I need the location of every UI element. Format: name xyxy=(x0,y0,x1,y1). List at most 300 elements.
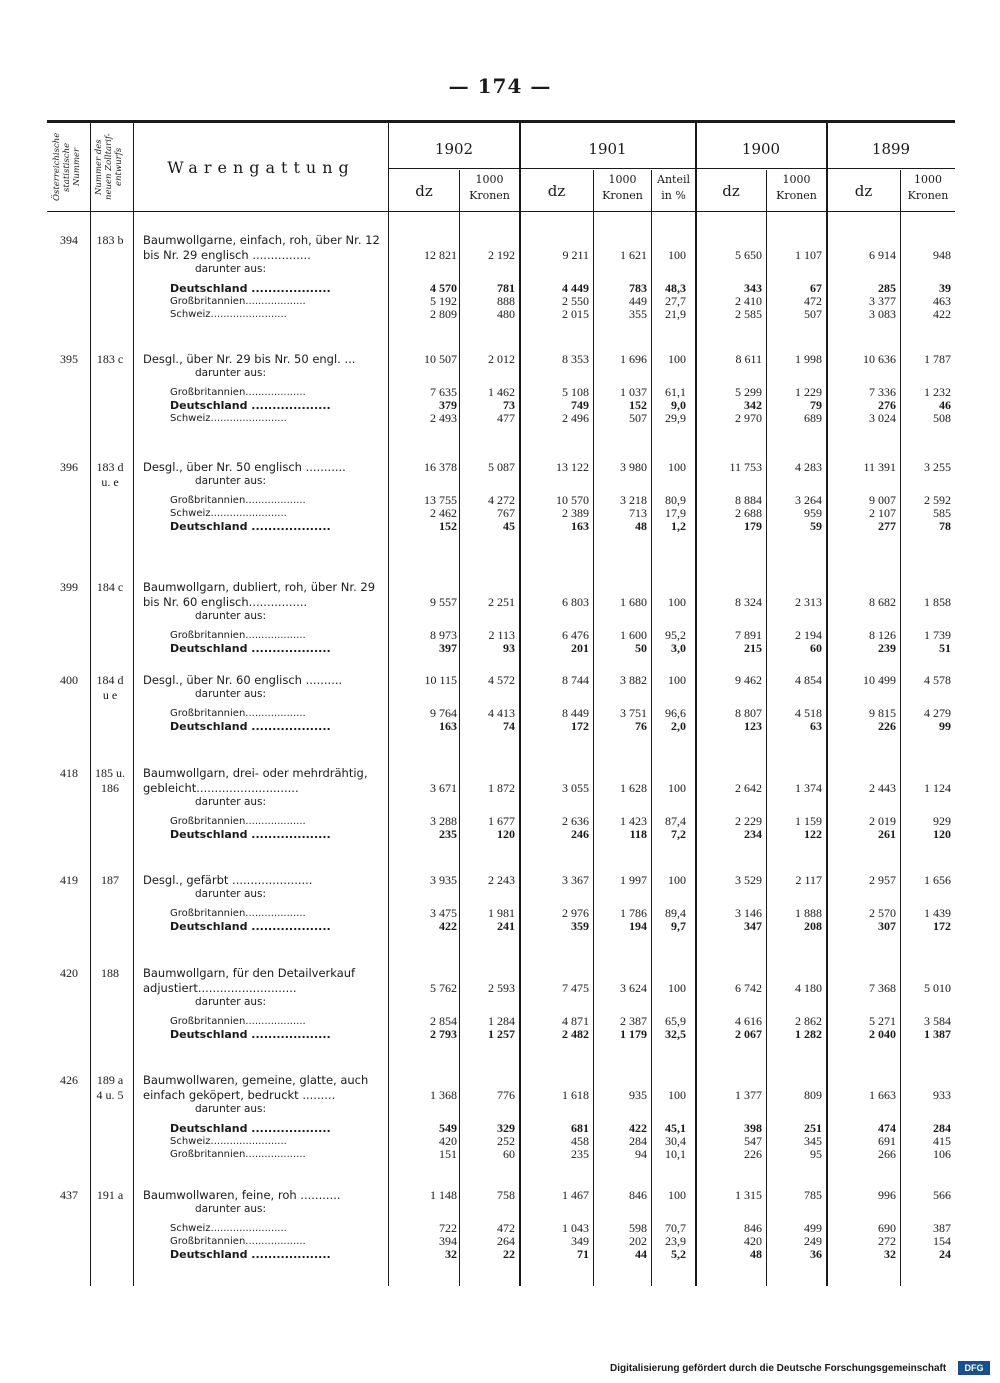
country-value: 2 107 xyxy=(869,506,896,520)
country-value: 499 xyxy=(804,1221,822,1235)
country-value: 264 xyxy=(497,1234,515,1248)
country-value: 94 xyxy=(635,1147,647,1161)
country-name: Schweiz........................ xyxy=(170,1136,287,1147)
total-value: 100 xyxy=(668,352,686,366)
stat-number: 420 xyxy=(60,966,78,980)
country-value: 252 xyxy=(497,1134,515,1148)
country-value: 179 xyxy=(744,519,762,533)
country-value: 3 024 xyxy=(869,411,896,425)
country-value: 32 xyxy=(445,1247,457,1261)
country-value: 163 xyxy=(571,519,589,533)
country-value: 2 862 xyxy=(795,1014,822,1028)
country-value: 422 xyxy=(933,307,951,321)
country-value: 458 xyxy=(571,1134,589,1148)
tariff-number: u e xyxy=(102,688,118,702)
goods-description: Desgl., über Nr. 29 bis Nr. 50 engl. ... xyxy=(143,352,356,366)
country-value: 420 xyxy=(439,1134,457,1148)
country-value: 226 xyxy=(878,719,896,733)
country-value: 2 015 xyxy=(562,307,589,321)
country-value: 1 282 xyxy=(795,1027,822,1041)
country-value: 7 336 xyxy=(869,385,896,399)
country-value: 1 179 xyxy=(620,1027,647,1041)
country-value: 39 xyxy=(939,281,951,295)
country-value: 2 793 xyxy=(430,1027,457,1041)
col-rule xyxy=(133,121,134,1286)
country-value: 2 113 xyxy=(488,628,515,642)
total-value: 5 010 xyxy=(924,981,951,995)
country-value: 71 xyxy=(577,1247,589,1261)
country-value: 122 xyxy=(804,827,822,841)
stat-number: 419 xyxy=(60,873,78,887)
country-value: 345 xyxy=(804,1134,822,1148)
total-value: 6 914 xyxy=(869,248,896,262)
footer-credit: Digitalisierung gefördert durch die Deutsche Forschungsgemeinschaft xyxy=(610,1363,947,1374)
country-value: 691 xyxy=(878,1134,896,1148)
total-value: 1 663 xyxy=(869,1088,896,1102)
country-value: 3 584 xyxy=(924,1014,951,1028)
country-value: 106 xyxy=(933,1147,951,1161)
country-value: 8 126 xyxy=(869,628,896,642)
tariff-number: 185 u. xyxy=(95,766,125,780)
total-value: 3 980 xyxy=(620,460,647,474)
country-value: 3 751 xyxy=(620,706,647,720)
goods-description: einfach geköpert, bedruckt ......... xyxy=(143,1088,336,1102)
header-dz: dz xyxy=(415,182,433,200)
header-dz: dz xyxy=(722,182,740,200)
total-value: 100 xyxy=(668,595,686,609)
country-value: 95,2 xyxy=(665,628,686,642)
header-dz: dz xyxy=(854,182,873,200)
sub-heading: darunter aus: xyxy=(195,1203,267,1215)
total-value: 1 997 xyxy=(620,873,647,887)
stat-number: 426 xyxy=(60,1073,78,1087)
total-value: 1 377 xyxy=(735,1088,762,1102)
total-value: 1 621 xyxy=(620,248,647,262)
total-value: 3 624 xyxy=(620,981,647,995)
country-value: 2 493 xyxy=(430,411,457,425)
country-value: 3 377 xyxy=(869,294,896,308)
total-value: 6 803 xyxy=(562,595,589,609)
country-value: 118 xyxy=(629,827,647,841)
total-value: 3 055 xyxy=(562,781,589,795)
country-value: 1 229 xyxy=(795,385,822,399)
country-value: 7 891 xyxy=(735,628,762,642)
country-value: 1,2 xyxy=(671,519,686,533)
country-value: 349 xyxy=(571,1234,589,1248)
country-value: 78 xyxy=(939,519,951,533)
header-tariff-number: Nummer des neuen Zolltarif-entwurfs xyxy=(94,133,124,201)
country-value: 342 xyxy=(744,398,762,412)
country-value: 1 677 xyxy=(488,814,515,828)
total-value: 2 251 xyxy=(488,595,515,609)
header-kronen: 1000 Kronen xyxy=(602,173,643,202)
country-name: Deutschland ................... xyxy=(170,920,331,933)
country-value: 507 xyxy=(629,411,647,425)
country-value: 10 570 xyxy=(556,493,589,507)
total-value: 8 611 xyxy=(735,352,762,366)
tariff-number: 186 xyxy=(101,781,119,795)
country-value: 2 585 xyxy=(735,307,762,321)
goods-description: Desgl., über Nr. 60 englisch .......... xyxy=(143,673,343,687)
sub-heading: darunter aus: xyxy=(195,367,267,379)
header-kronen: 1000 Kronen xyxy=(776,173,817,202)
table-header-rule xyxy=(47,211,955,212)
country-name: Deutschland ................... xyxy=(170,520,331,533)
year-subrule xyxy=(389,168,955,169)
country-value: 96,6 xyxy=(665,706,686,720)
goods-description: Baumwollgarn, dubliert, roh, über Nr. 29 xyxy=(143,580,376,594)
country-value: 783 xyxy=(629,281,647,295)
total-value: 5 087 xyxy=(488,460,515,474)
col-rule xyxy=(90,121,91,1286)
country-name: Großbritannien................... xyxy=(170,908,306,919)
total-value: 2 593 xyxy=(488,981,515,995)
country-value: 9 007 xyxy=(869,493,896,507)
country-value: 1 739 xyxy=(924,628,951,642)
total-value: 100 xyxy=(668,1088,686,1102)
country-value: 3,0 xyxy=(671,641,686,655)
country-value: 1 257 xyxy=(488,1027,515,1041)
country-value: 549 xyxy=(439,1121,457,1135)
total-value: 6 742 xyxy=(735,981,762,995)
stat-number: 394 xyxy=(60,233,78,247)
header-kronen: 1000 Kronen xyxy=(907,173,949,202)
country-value: 8 449 xyxy=(562,706,589,720)
country-value: 277 xyxy=(878,519,896,533)
country-value: 2 636 xyxy=(562,814,589,828)
total-value: 10 115 xyxy=(424,673,457,687)
total-value: 9 211 xyxy=(562,248,589,262)
total-value: 1 124 xyxy=(924,781,951,795)
page-number: — 174 — xyxy=(448,74,552,98)
stat-number: 418 xyxy=(60,766,78,780)
total-value: 1 872 xyxy=(488,781,515,795)
country-value: 201 xyxy=(571,641,589,655)
tariff-number: 183 d xyxy=(96,460,124,474)
country-value: 4 449 xyxy=(562,281,589,295)
total-value: 4 180 xyxy=(795,981,822,995)
country-name: Großbritannien................... xyxy=(170,816,306,827)
stat-number: 437 xyxy=(60,1188,78,1202)
country-value: 343 xyxy=(744,281,762,295)
country-value: 9 764 xyxy=(430,706,457,720)
country-value: 2 462 xyxy=(430,506,457,520)
country-value: 95 xyxy=(810,1147,822,1161)
total-value: 3 367 xyxy=(562,873,589,887)
total-value: 4 283 xyxy=(795,460,822,474)
country-name: Deutschland ................... xyxy=(170,1122,331,1135)
country-value: 239 xyxy=(878,641,896,655)
country-value: 2 976 xyxy=(562,906,589,920)
total-value: 935 xyxy=(629,1088,647,1102)
country-name: Deutschland ................... xyxy=(170,1248,331,1261)
country-value: 5 108 xyxy=(562,385,589,399)
total-value: 100 xyxy=(668,248,686,262)
country-value: 2 550 xyxy=(562,294,589,308)
country-value: 2 410 xyxy=(735,294,762,308)
country-value: 120 xyxy=(933,827,951,841)
total-value: 3 671 xyxy=(430,781,457,795)
country-value: 4 279 xyxy=(924,706,951,720)
country-value: 235 xyxy=(439,827,457,841)
tariff-number: 191 a xyxy=(96,1188,124,1202)
country-value: 1 387 xyxy=(924,1027,951,1041)
country-value: 929 xyxy=(933,814,951,828)
country-value: 355 xyxy=(629,307,647,321)
total-value: 12 821 xyxy=(424,248,457,262)
country-value: 3 264 xyxy=(795,493,822,507)
country-value: 10,1 xyxy=(665,1147,686,1161)
country-name: Großbritannien................... xyxy=(170,1149,306,1160)
stat-number: 396 xyxy=(60,460,78,474)
total-value: 809 xyxy=(804,1088,822,1102)
country-value: 477 xyxy=(497,411,515,425)
total-value: 9 462 xyxy=(735,673,762,687)
goods-description: bis Nr. 29 englisch ................ xyxy=(143,248,311,262)
country-value: 251 xyxy=(804,1121,822,1135)
total-value: 1 148 xyxy=(430,1188,457,1202)
total-value: 100 xyxy=(668,673,686,687)
total-value: 1 858 xyxy=(924,595,951,609)
tariff-number: 183 b xyxy=(96,233,124,247)
total-value: 776 xyxy=(497,1088,515,1102)
country-value: 713 xyxy=(629,506,647,520)
country-value: 1 284 xyxy=(488,1014,515,1028)
country-value: 9,7 xyxy=(671,919,686,933)
total-value: 1 374 xyxy=(795,781,822,795)
sub-heading: darunter aus: xyxy=(195,263,267,275)
country-value: 70,7 xyxy=(665,1221,686,1235)
country-value: 60 xyxy=(503,1147,515,1161)
country-value: 36 xyxy=(810,1247,822,1261)
country-value: 7,2 xyxy=(671,827,686,841)
country-value: 959 xyxy=(804,506,822,520)
stat-number: 395 xyxy=(60,352,78,366)
country-value: 21,9 xyxy=(665,307,686,321)
sub-heading: darunter aus: xyxy=(195,996,267,1008)
country-value: 415 xyxy=(933,1134,951,1148)
country-value: 359 xyxy=(571,919,589,933)
country-value: 5 299 xyxy=(735,385,762,399)
country-value: 888 xyxy=(497,294,515,308)
country-value: 422 xyxy=(629,1121,647,1135)
tariff-number: 184 d xyxy=(96,673,124,687)
country-value: 60 xyxy=(810,641,822,655)
total-value: 100 xyxy=(668,460,686,474)
tariff-number: 187 xyxy=(101,873,119,887)
country-name: Großbritannien................... xyxy=(170,630,306,641)
total-value: 758 xyxy=(497,1188,515,1202)
total-value: 3 255 xyxy=(924,460,951,474)
country-value: 463 xyxy=(933,294,951,308)
country-value: 89,4 xyxy=(665,906,686,920)
sub-heading: darunter aus: xyxy=(195,888,267,900)
country-value: 50 xyxy=(635,641,647,655)
country-value: 17,9 xyxy=(665,506,686,520)
country-value: 2 387 xyxy=(620,1014,647,1028)
country-value: 398 xyxy=(744,1121,762,1135)
total-value: 1 618 xyxy=(562,1088,589,1102)
total-value: 11 753 xyxy=(729,460,762,474)
country-name: Großbritannien................... xyxy=(170,495,306,506)
country-value: 4 616 xyxy=(735,1014,762,1028)
country-value: 151 xyxy=(439,1147,457,1161)
country-value: 5,2 xyxy=(671,1247,686,1261)
header-dz: dz xyxy=(547,182,566,200)
goods-description: Baumwollgarne, einfach, roh, über Nr. 12 xyxy=(143,233,380,247)
total-value: 996 xyxy=(878,1188,896,1202)
country-value: 284 xyxy=(629,1134,647,1148)
country-name: Großbritannien................... xyxy=(170,387,306,398)
country-value: 154 xyxy=(933,1234,951,1248)
country-value: 846 xyxy=(744,1221,762,1235)
country-value: 24 xyxy=(939,1247,951,1261)
country-value: 480 xyxy=(497,307,515,321)
country-value: 29,9 xyxy=(665,411,686,425)
country-name: Deutschland ................... xyxy=(170,399,331,412)
country-value: 13 755 xyxy=(424,493,457,507)
country-value: 2 854 xyxy=(430,1014,457,1028)
country-value: 585 xyxy=(933,506,951,520)
country-value: 420 xyxy=(744,1234,762,1248)
country-value: 2 592 xyxy=(924,493,951,507)
total-value: 5 762 xyxy=(430,981,457,995)
country-value: 93 xyxy=(503,641,515,655)
goods-description: bis Nr. 60 englisch................ xyxy=(143,595,308,609)
total-value: 566 xyxy=(933,1188,951,1202)
country-value: 2 688 xyxy=(735,506,762,520)
country-value: 48 xyxy=(750,1247,762,1261)
sub-heading: darunter aus: xyxy=(195,475,267,487)
tariff-number: 188 xyxy=(101,966,119,980)
country-value: 44 xyxy=(635,1247,647,1261)
country-value: 1 043 xyxy=(562,1221,589,1235)
col-rule xyxy=(388,121,389,1286)
country-value: 2 970 xyxy=(735,411,762,425)
dfg-logo: DFG xyxy=(958,1361,990,1375)
country-value: 2 570 xyxy=(869,906,896,920)
total-value: 10 507 xyxy=(424,352,457,366)
country-value: 472 xyxy=(497,1221,515,1235)
country-value: 226 xyxy=(744,1147,762,1161)
country-value: 32,5 xyxy=(665,1027,686,1041)
country-value: 235 xyxy=(571,1147,589,1161)
country-name: Schweiz........................ xyxy=(170,413,287,424)
country-name: Großbritannien................... xyxy=(170,1016,306,1027)
country-value: 3 288 xyxy=(430,814,457,828)
country-value: 1 786 xyxy=(620,906,647,920)
country-value: 32 xyxy=(884,1247,896,1261)
country-value: 285 xyxy=(878,281,896,295)
country-name: Großbritannien................... xyxy=(170,708,306,719)
total-value: 11 391 xyxy=(863,460,896,474)
country-value: 2 067 xyxy=(735,1027,762,1041)
tariff-number: 4 u. 5 xyxy=(96,1088,124,1102)
country-value: 9,0 xyxy=(671,398,686,412)
country-value: 387 xyxy=(933,1221,951,1235)
country-value: 45 xyxy=(503,519,515,533)
total-value: 1 628 xyxy=(620,781,647,795)
country-name: Deutschland ................... xyxy=(170,720,331,733)
country-value: 163 xyxy=(439,719,457,733)
tariff-number: u. e xyxy=(101,475,119,489)
country-value: 474 xyxy=(878,1121,896,1135)
country-value: 246 xyxy=(571,827,589,841)
country-value: 2 194 xyxy=(795,628,822,642)
country-value: 234 xyxy=(744,827,762,841)
total-value: 2 117 xyxy=(795,873,822,887)
total-value: 8 324 xyxy=(735,595,762,609)
country-value: 152 xyxy=(629,398,647,412)
total-value: 8 353 xyxy=(562,352,589,366)
country-value: 449 xyxy=(629,294,647,308)
country-value: 2 389 xyxy=(562,506,589,520)
country-value: 74 xyxy=(503,719,515,733)
country-value: 215 xyxy=(744,641,762,655)
header-year: 1900 xyxy=(741,140,781,158)
total-value: 16 378 xyxy=(424,460,457,474)
country-value: 8 807 xyxy=(735,706,762,720)
country-value: 598 xyxy=(629,1221,647,1235)
total-value: 4 572 xyxy=(488,673,515,687)
country-value: 67 xyxy=(810,281,822,295)
total-value: 8 682 xyxy=(869,595,896,609)
goods-description: adjustiert........................... xyxy=(143,981,297,995)
country-value: 284 xyxy=(933,1121,951,1135)
country-value: 272 xyxy=(878,1234,896,1248)
country-value: 249 xyxy=(804,1234,822,1248)
total-value: 1 656 xyxy=(924,873,951,887)
total-value: 5 650 xyxy=(735,248,762,262)
total-value: 2 957 xyxy=(869,873,896,887)
total-value: 3 935 xyxy=(430,873,457,887)
country-value: 4 413 xyxy=(488,706,515,720)
country-value: 194 xyxy=(629,919,647,933)
total-value: 1 787 xyxy=(924,352,951,366)
total-value: 1 467 xyxy=(562,1188,589,1202)
country-value: 781 xyxy=(497,281,515,295)
country-value: 8 973 xyxy=(430,628,457,642)
country-value: 276 xyxy=(878,398,896,412)
country-value: 3 475 xyxy=(430,906,457,920)
header-year: 1902 xyxy=(434,140,474,158)
country-value: 2 482 xyxy=(562,1027,589,1041)
total-value: 100 xyxy=(668,781,686,795)
country-value: 241 xyxy=(497,919,515,933)
country-value: 1 462 xyxy=(488,385,515,399)
total-value: 2 012 xyxy=(488,352,515,366)
goods-description: Baumwollwaren, gemeine, glatte, auch xyxy=(143,1073,369,1087)
country-value: 261 xyxy=(878,827,896,841)
country-value: 51 xyxy=(939,641,951,655)
country-value: 87,4 xyxy=(665,814,686,828)
country-value: 1 423 xyxy=(620,814,647,828)
goods-description: Baumwollwaren, feine, roh ........... xyxy=(143,1188,341,1202)
country-value: 61,1 xyxy=(665,385,686,399)
country-value: 8 884 xyxy=(735,493,762,507)
country-value: 2,0 xyxy=(671,719,686,733)
goods-description: Desgl., gefärbt ...................... xyxy=(143,873,313,887)
country-value: 2 496 xyxy=(562,411,589,425)
country-value: 3 146 xyxy=(735,906,762,920)
total-value: 2 313 xyxy=(795,595,822,609)
country-name: Deutschland ................... xyxy=(170,642,331,655)
tariff-number: 189 a xyxy=(96,1073,124,1087)
total-value: 948 xyxy=(933,248,951,262)
country-value: 1 888 xyxy=(795,906,822,920)
country-value: 2 809 xyxy=(430,307,457,321)
total-value: 2 192 xyxy=(488,248,515,262)
